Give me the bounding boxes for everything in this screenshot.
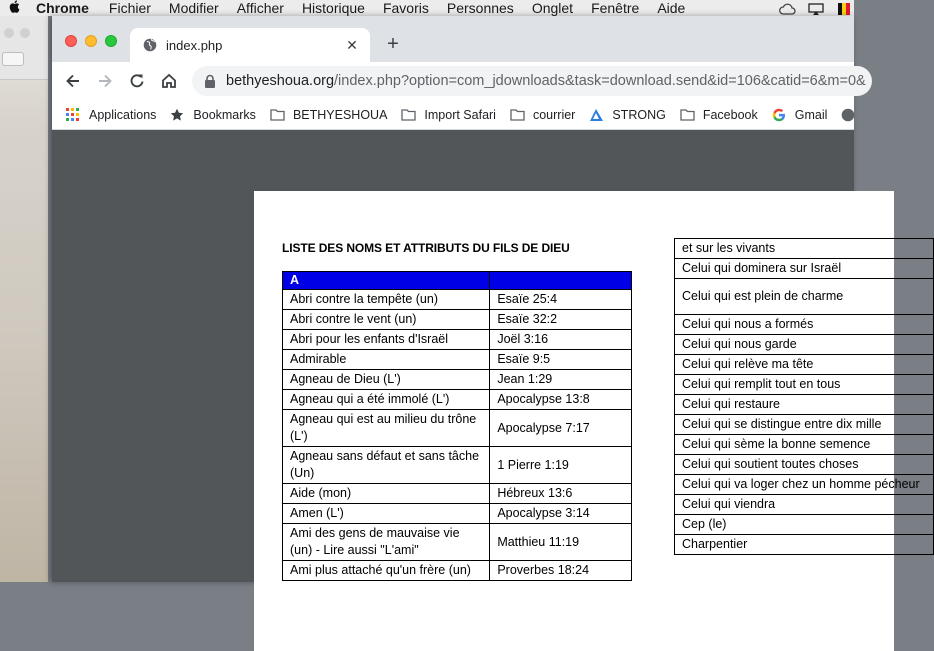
- reload-button[interactable]: [122, 66, 152, 96]
- window-close-button[interactable]: [65, 35, 77, 47]
- table-row: [283, 561, 632, 581]
- globe-icon: [841, 108, 856, 121]
- menu-personnes[interactable]: Personnes: [446, 0, 514, 16]
- back-arrow-icon: [64, 72, 82, 90]
- table-row: [675, 455, 934, 475]
- forward-button[interactable]: [90, 66, 120, 96]
- table-row: [675, 335, 934, 355]
- name-cell: Abri contre le vent (un): [283, 310, 490, 330]
- bookmark-label: Facebook: [702, 107, 758, 122]
- name-cell: Amen (L'): [283, 504, 490, 524]
- table-row: [283, 410, 632, 447]
- name-cell: Agneau de Dieu (L'): [283, 370, 490, 390]
- menu-favoris[interactable]: Favoris: [382, 0, 429, 16]
- table-row: [675, 315, 934, 335]
- name-cell: Agneau sans défaut et sans tâche (Un): [283, 447, 490, 484]
- name-cell: Agneau qui a été immolé (L'): [283, 390, 490, 410]
- star-icon: [170, 108, 185, 121]
- lock-icon[interactable]: [204, 74, 216, 88]
- window-minimize-button[interactable]: [85, 35, 97, 47]
- table-row: [283, 370, 632, 390]
- table-row: [675, 239, 934, 259]
- pdf-page: [254, 191, 920, 651]
- window-maximize-button[interactable]: [105, 35, 117, 47]
- apple-menu-icon[interactable]: [4, 0, 24, 16]
- bookmark-folder-bethyeshoua[interactable]: [270, 108, 387, 122]
- reference-cell: Apocalypse 13:8: [490, 390, 632, 410]
- tab-close-icon[interactable]: ✕: [346, 36, 358, 53]
- creative-cloud-icon[interactable]: [778, 2, 794, 14]
- table-row: [675, 495, 934, 515]
- name-cell: Celui qui restaure: [675, 395, 934, 415]
- bookmark-label: BETHYESHOUA: [292, 107, 388, 122]
- reference-cell: Esaïe 32:2: [490, 310, 632, 330]
- table-row: [283, 484, 632, 504]
- macos-menu-bar: [0, 0, 854, 16]
- belgium-flag-icon[interactable]: [838, 2, 850, 14]
- menubar-status-area: [778, 0, 854, 16]
- browser-toolbar: [52, 62, 866, 100]
- background-sidebar-toggle-icon: [2, 52, 24, 66]
- table-row: [283, 447, 632, 484]
- bookmark-bookmarks[interactable]: [170, 108, 256, 122]
- reference-cell: Hébreux 13:6: [490, 484, 632, 504]
- globe-icon: [143, 38, 157, 52]
- names-table-right: [674, 238, 934, 555]
- reference-cell: Joël 3:16: [490, 330, 632, 350]
- table-row: [675, 415, 934, 435]
- url-path: /index.php?option=com_jdownloads&task=download.send&id=106&catid=6&m=0&: [334, 73, 866, 89]
- menu-aide[interactable]: Aide: [657, 0, 686, 16]
- chrome-window: [52, 16, 920, 582]
- table-row: [283, 350, 632, 370]
- table-row: [283, 390, 632, 410]
- name-cell: Celui qui nous garde: [675, 335, 934, 355]
- table-row: [283, 330, 632, 350]
- table-row: [283, 310, 632, 330]
- name-cell: et sur les vivants: [675, 239, 934, 259]
- table-section-header: [283, 272, 632, 290]
- menu-app-chrome[interactable]: Chrome: [36, 0, 89, 16]
- name-cell: Abri contre la tempête (un): [283, 290, 490, 310]
- home-button[interactable]: [154, 66, 184, 96]
- forward-arrow-icon: [96, 72, 114, 90]
- table-row: [675, 355, 934, 375]
- bookmark-label: Applications: [89, 107, 157, 122]
- reference-cell: Esaïe 25:4: [490, 290, 632, 310]
- name-cell: Celui qui est plein de charme: [675, 279, 934, 315]
- table-row: [283, 504, 632, 524]
- menu-fenetre[interactable]: Fenêtre: [591, 0, 640, 16]
- table-row: [675, 259, 934, 279]
- reference-cell: Esaïe 9:5: [490, 350, 632, 370]
- name-cell: Celui qui relève ma tête: [675, 355, 934, 375]
- name-cell: Ami des gens de mauvaise vie (un) - Lire aussi "L'ami": [283, 524, 490, 561]
- menu-modifier[interactable]: Modifier: [168, 0, 219, 16]
- name-cell: Admirable: [283, 350, 490, 370]
- table-row: [675, 475, 934, 495]
- apps-grid-icon: [66, 108, 81, 121]
- folder-icon: [270, 108, 285, 121]
- bookmark-applications[interactable]: [66, 108, 156, 122]
- bookmark-label: Import Safari: [424, 107, 496, 122]
- reference-cell: Proverbes 18:24: [490, 561, 632, 581]
- name-cell: Cep (le): [675, 515, 934, 535]
- tab-strip: [52, 16, 854, 62]
- home-icon: [160, 72, 178, 90]
- name-cell: Celui qui va loger chez un homme pécheur: [675, 475, 934, 495]
- table-row: [675, 535, 934, 555]
- folder-icon: [401, 108, 416, 121]
- table-row: [283, 290, 632, 310]
- reload-icon: [128, 72, 146, 90]
- bookmark-gmail[interactable]: [772, 108, 828, 122]
- bookmarks-bar: [52, 100, 854, 130]
- airplay-icon[interactable]: [808, 2, 824, 14]
- tab-title: index.php: [166, 37, 223, 53]
- bookmark-folder-courrier[interactable]: [510, 108, 575, 122]
- table-row: [675, 515, 934, 535]
- pdf-viewer[interactable]: [52, 131, 920, 582]
- tab-index-php[interactable]: [130, 28, 370, 62]
- strong-site-icon: [589, 108, 604, 121]
- name-cell: Celui qui sème la bonne semence: [675, 435, 934, 455]
- name-cell: Celui qui dominera sur Israël: [675, 259, 934, 279]
- menu-onglet[interactable]: Onglet: [531, 0, 574, 16]
- name-cell: Celui qui soutient toutes choses: [675, 455, 934, 475]
- bookmark-strong[interactable]: [589, 108, 665, 122]
- name-cell: Agneau qui est au milieu du trône (L'): [283, 410, 490, 447]
- name-cell: Ami plus attaché qu'un frère (un): [283, 561, 490, 581]
- name-cell: Celui qui nous a formés: [675, 315, 934, 335]
- url-host: bethyeshoua.org: [226, 73, 335, 89]
- reference-cell: 1 Pierre 1:19: [490, 447, 632, 484]
- bookmark-folder-import-safari[interactable]: [401, 108, 496, 122]
- menu-fichier[interactable]: Fichier: [108, 0, 151, 16]
- background-window: [0, 16, 48, 582]
- name-cell: Charpentier: [675, 535, 934, 555]
- bookmark-folder-facebook[interactable]: [680, 108, 758, 122]
- section-header-empty-cell: [490, 272, 632, 290]
- table-row: [675, 375, 934, 395]
- table-row: [675, 395, 934, 415]
- reference-cell: Apocalypse 3:14: [490, 504, 632, 524]
- menu-historique[interactable]: Historique: [301, 0, 365, 16]
- background-window-button-icon: [20, 28, 30, 38]
- address-bar[interactable]: [192, 66, 872, 96]
- bookmark-label: STRONG: [612, 107, 666, 122]
- document-title: LISTE DES NOMS ET ATTRIBUTS DU FILS DE DIEU: [282, 241, 570, 255]
- new-tab-button[interactable]: +: [387, 33, 399, 55]
- reference-cell: Apocalypse 7:17: [490, 410, 632, 447]
- name-cell: Celui qui remplit tout en tous: [675, 375, 934, 395]
- bookmark-label: Gmail: [794, 107, 828, 122]
- names-table-left: [282, 271, 632, 581]
- name-cell: Celui qui viendra: [675, 495, 934, 515]
- name-cell: Abri pour les enfants d'Israël: [283, 330, 490, 350]
- back-button[interactable]: [58, 66, 88, 96]
- name-cell: Celui qui se distingue entre dix mille: [675, 415, 934, 435]
- table-row: [675, 435, 934, 455]
- reference-cell: Jean 1:29: [490, 370, 632, 390]
- name-cell: Aide (mon): [283, 484, 490, 504]
- background-window-button-icon: [4, 28, 14, 38]
- url-text: [226, 73, 866, 89]
- bookmark-label: courrier: [532, 107, 576, 122]
- table-row: [283, 524, 632, 561]
- section-letter: A: [283, 272, 490, 290]
- background-window-toolbar: [0, 16, 48, 80]
- table-row: [675, 279, 934, 315]
- folder-icon: [680, 108, 695, 121]
- menu-afficher[interactable]: Afficher: [236, 0, 284, 16]
- google-g-icon: [772, 108, 787, 121]
- bookmark-label: Bookmarks: [193, 107, 256, 122]
- reference-cell: Matthieu 11:19: [490, 524, 632, 561]
- folder-icon: [510, 108, 525, 121]
- bookmark-overflow[interactable]: [841, 108, 864, 121]
